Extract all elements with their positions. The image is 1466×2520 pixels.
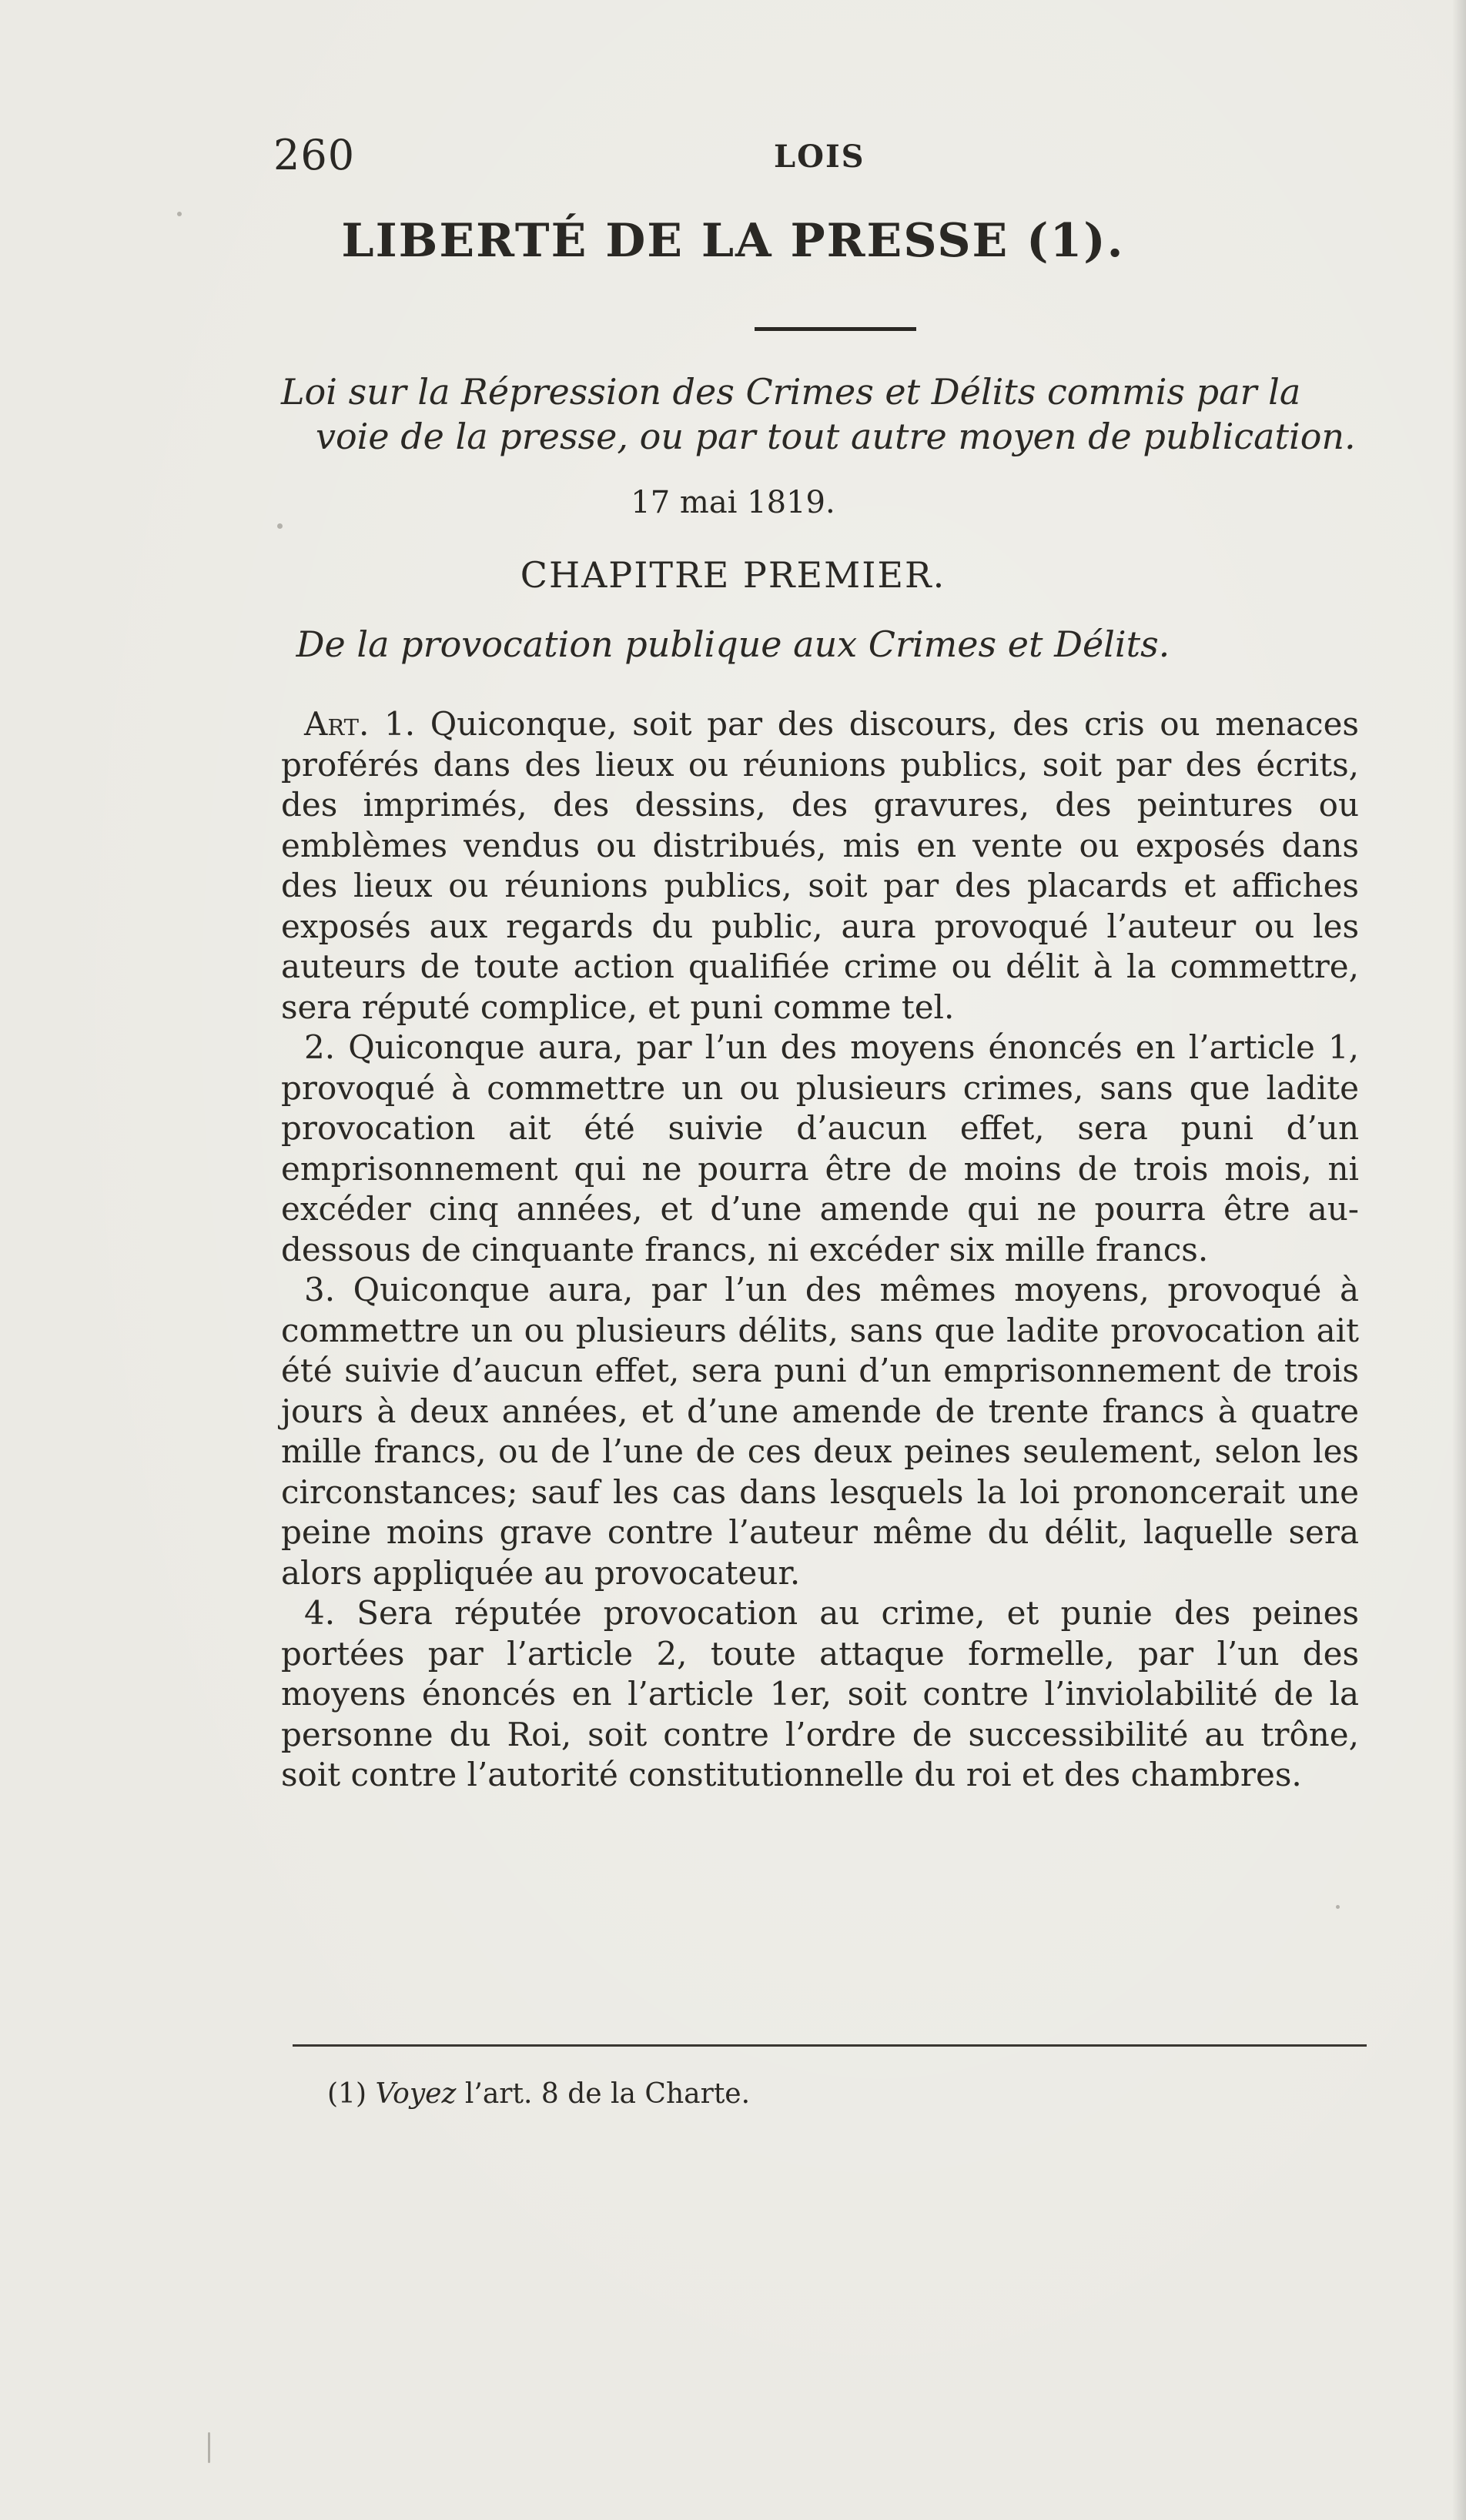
footnote-italic: Voyez [375,2078,457,2110]
article-paragraph [281,1593,1359,1796]
footnote-marker: (1) [327,2078,366,2110]
article-paragraph [281,1028,1359,1270]
law-subtitle-line-2: voie de la presse, ou par tout autre moyen de publication. [316,416,1356,457]
article-paragraph [281,704,1359,1028]
page-number: 260 [273,131,356,179]
article-text: Quiconque, soit par des discours, des cris ou menaces proférés dans des lieux ou réunions publics, soit par des écrits, des imprimés, des dessins, des gravures, des peintures ou emblèmes vendus ou distribués, mis en vente ou exposés dans des lieux ou réunions publics, soit par des placards et affiches exposés aux regards du public, aura provoqué l’auteur ou les auteurs de toute action qualifiée crime ou délit à la commettre, sera réputé complice, et puni comme tel. [281,705,1359,1026]
paper-speck [277,523,283,529]
article-text: Sera réputée provocation au crime, et punie des peines portées par l’article 2, toute attaque formelle, par l’un des moyens énoncés en l’article 1er, soit contre l’inviolabilité de la personne du Roi, soit contre l’ordre de successibilité au trône, soit contre l’autorité constitutionnelle du roi et des chambres. [281,1594,1359,1793]
article-label: Art. 1. [304,705,416,743]
footnote [327,2078,750,2110]
law-date: 17 mai 1819. [631,485,835,520]
article-label: 3. [304,1271,336,1308]
running-head: LOIS [774,139,865,175]
article-label: 4. [304,1594,336,1632]
chapter-heading: CHAPITRE PREMIER. [520,554,946,596]
article-paragraph [281,1270,1359,1593]
articles-body [281,704,1359,1796]
section-title: LIBERTÉ DE LA PRESSE (1). [341,214,1125,268]
footnote-text: l’art. 8 de la Charte. [464,2078,751,2110]
article-text: Quiconque aura, par l’un des moyens énoncés en l’article 1, provoqué à commettre un ou plusieurs crimes, sans que ladite provocation ait été suivie d’aucun effet, sera puni d’un emprisonnement qui ne pourra être de moins de trois mois, ni excéder cinq années, et d’une amende qui ne pourra être au-dessous de cinquante francs, ni excéder six mille francs. [281,1028,1359,1268]
chapter-subtitle: De la provocation publique aux Crimes et Délits. [296,623,1170,665]
paper-speck [177,212,182,216]
title-divider [755,327,916,331]
article-text: Quiconque aura, par l’un des mêmes moyens, provoqué à commettre un ou plusieurs délits, sans que ladite provocation ait été suivie d’aucun effet, sera puni d’un emprisonnement de trois jours à deux années, et d’une amende de trente francs à quatre mille francs, ou de l’une de ces deux peines seulement, selon les circonstances; sauf les cas dans lesquels la loi prononcerait une peine moins grave contre l’auteur même du délit, laquelle sera alors appliquée au provocateur. [281,1271,1359,1592]
law-subtitle-line-1: Loi sur la Répression des Crimes et Délits commis par la [281,371,1301,413]
law-subtitle [281,369,1359,459]
footnote-divider [293,2044,1367,2047]
paper-speck [1336,1905,1340,1909]
page-edge-shadow [1452,0,1466,2520]
article-label: 2. [304,1028,336,1066]
page-header [273,131,1367,185]
paper-scratch [208,2432,210,2463]
